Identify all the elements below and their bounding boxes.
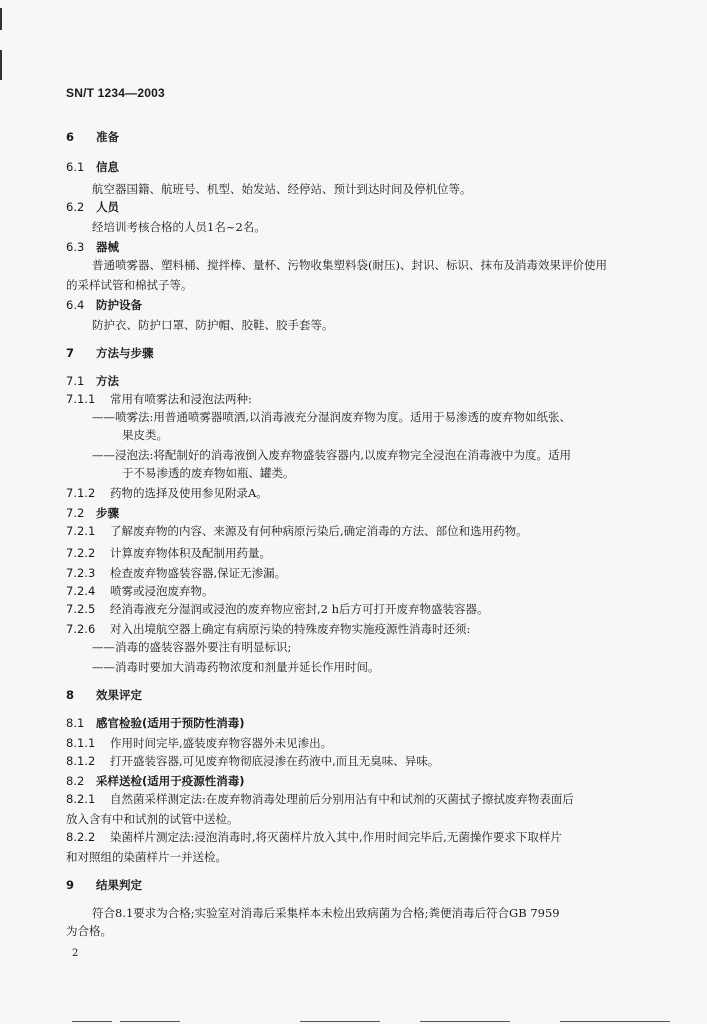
clause-number: 7.2.3 (66, 566, 96, 580)
paragraph-line: 符合8.1要求为合格;实验室对消毒后采集样本未检出致病菌为合格;粪便消毒后符合GB 7959 (92, 906, 560, 920)
section-title: 准备 (96, 130, 119, 144)
clause-item (66, 792, 574, 806)
subsection-number: 6.3 (66, 240, 85, 254)
section-heading (66, 130, 119, 144)
section-title: 结果判定 (96, 878, 142, 892)
clause-text: 染菌样片测定法:浸泡消毒时,将灭菌样片放入其中,作用时间完毕后,无菌操作要求下取样片 (110, 830, 562, 844)
clause-text: 自然菌采样测定法:在废弃物消毒处理前后分别用沾有中和试剂的灭菌拭子擦拭废弃物表面后 (110, 792, 574, 806)
clause-item (66, 486, 268, 500)
subsection-number: 6.4 (66, 298, 85, 312)
paragraph-line: 航空器国籍、航班号、机型、始发站、经停站、预计到达时间及停机位等。 (92, 182, 472, 196)
subsection-number: 7.2 (66, 506, 85, 520)
section-number: 7 (66, 346, 75, 360)
subsection-heading (66, 200, 119, 214)
subsection-heading (66, 374, 119, 388)
subsection-title: 方法 (96, 374, 119, 388)
dash-list-continuation: 果皮类。 (122, 428, 168, 442)
subsection-number: 6.2 (66, 200, 85, 214)
paragraph-continuation: 和对照组的染菌样片一并送检。 (66, 850, 227, 864)
clause-item (66, 754, 439, 768)
scan-edge-mark (0, 8, 2, 30)
dash-list-item: ——喷雾法:用普通喷雾器喷洒,以消毒液充分湿润废弃物为度。适用于易渗透的废弃物如纸张、 (92, 410, 572, 424)
bottom-rule (420, 1021, 510, 1022)
subsection-title: 人员 (96, 200, 119, 214)
dash-list-item: ——消毒的盛装容器外要注有明显标识; (92, 640, 292, 654)
clause-text: 对入出境航空器上确定有病原污染的特殊废弃物实施疫源性消毒时还须: (110, 622, 471, 636)
bottom-rule (560, 1021, 670, 1022)
paragraph-line: 经培训考核合格的人员1名~2名。 (92, 220, 266, 234)
section-title: 方法与步骤 (96, 346, 154, 360)
paragraph-line: 防护衣、防护口罩、防护帽、胶鞋、胶手套等。 (92, 318, 334, 332)
dash-list-item: ——浸泡法:将配制好的消毒液倒入废弃物盛装容器内,以废弃物完全浸泡在消毒液中为度。适用 (92, 448, 572, 462)
dash-list-item: ——消毒时要加大消毒药物浓度和剂量并延长作用时间。 (92, 660, 380, 674)
clause-item (66, 524, 528, 538)
clause-number: 8.1.1 (66, 736, 96, 750)
subsection-title: 器械 (96, 240, 119, 254)
paragraph-continuation: 放入含有中和试剂的试管中送检。 (66, 812, 239, 826)
clause-item (66, 392, 252, 406)
bottom-rule (120, 1021, 180, 1022)
clause-text: 打开盛装容器,可见废弃物彻底浸渗在药液中,而且无臭味、异味。 (110, 754, 440, 768)
dash-list-continuation: 于不易渗透的废弃物如瓶、罐类。 (122, 466, 295, 480)
section-number: 9 (66, 878, 75, 892)
subsection-title: 采样送检(适用于疫源性消毒) (96, 774, 245, 788)
subsection-heading (66, 774, 245, 788)
clause-number: 7.2.6 (66, 622, 96, 636)
section-number: 8 (66, 688, 75, 702)
subsection-heading (66, 506, 119, 520)
subsection-number: 7.1 (66, 374, 85, 388)
clause-number: 7.1.2 (66, 486, 96, 500)
clause-number: 8.2.1 (66, 792, 96, 806)
section-heading (66, 878, 142, 892)
paragraph-continuation: 为合格。 (66, 924, 112, 938)
subsection-heading (66, 240, 119, 254)
clause-text: 经消毒液充分湿润或浸泡的废弃物应密封,2 h后方可打开废弃物盛装容器。 (110, 602, 489, 616)
clause-item (66, 622, 470, 636)
clause-item (66, 830, 562, 844)
subsection-title: 防护设备 (96, 298, 142, 312)
clause-item (66, 546, 271, 560)
clause-text: 计算废弃物体积及配制用药量。 (110, 546, 271, 560)
clause-number: 7.2.2 (66, 546, 96, 560)
bottom-rule (72, 1021, 112, 1022)
subsection-number: 8.2 (66, 774, 85, 788)
clause-text: 了解废弃物的内容、来源及有何种病原污染后,确定消毒的方法、部位和选用药物。 (110, 524, 528, 538)
section-number: 6 (66, 130, 75, 144)
subsection-title: 步骤 (96, 506, 119, 520)
subsection-title: 感官检验(适用于预防性消毒) (96, 716, 245, 730)
section-title: 效果评定 (96, 688, 142, 702)
section-heading (66, 688, 142, 702)
standard-code-header: SN/T 1234—2003 (66, 86, 165, 100)
clause-number: 7.2.1 (66, 524, 96, 538)
clause-text: 喷雾或浸泡废弃物。 (110, 584, 214, 598)
clause-item (66, 566, 286, 580)
subsection-heading (66, 160, 119, 174)
subsection-number: 6.1 (66, 160, 85, 174)
subsection-number: 8.1 (66, 716, 85, 730)
bottom-rule (300, 1021, 380, 1022)
scan-edge-mark (0, 50, 2, 80)
section-heading (66, 346, 154, 360)
clause-item (66, 584, 214, 598)
clause-number: 7.1.1 (66, 392, 96, 406)
clause-text: 药物的选择及使用参见附录A。 (110, 486, 268, 500)
subsection-heading (66, 716, 245, 730)
clause-item (66, 736, 332, 750)
paragraph-continuation: 的采样试管和棉拭子等。 (66, 278, 193, 292)
clause-text: 常用有喷雾法和浸泡法两种: (110, 392, 252, 406)
subsection-heading (66, 298, 142, 312)
paragraph-line: 普通喷雾器、塑料桶、搅拌棒、量杯、污物收集塑料袋(耐压)、封识、标识、抹布及消毒效果评价使用 (92, 258, 607, 272)
clause-item (66, 602, 489, 616)
clause-number: 8.1.2 (66, 754, 96, 768)
clause-number: 8.2.2 (66, 830, 96, 844)
clause-text: 作用时间完毕,盛装废弃物容器外未见渗出。 (110, 736, 333, 750)
clause-text: 检查废弃物盛装容器,保证无渗漏。 (110, 566, 287, 580)
clause-number: 7.2.4 (66, 584, 96, 598)
clause-number: 7.2.5 (66, 602, 96, 616)
page-number: 2 (72, 948, 79, 959)
subsection-title: 信息 (96, 160, 119, 174)
